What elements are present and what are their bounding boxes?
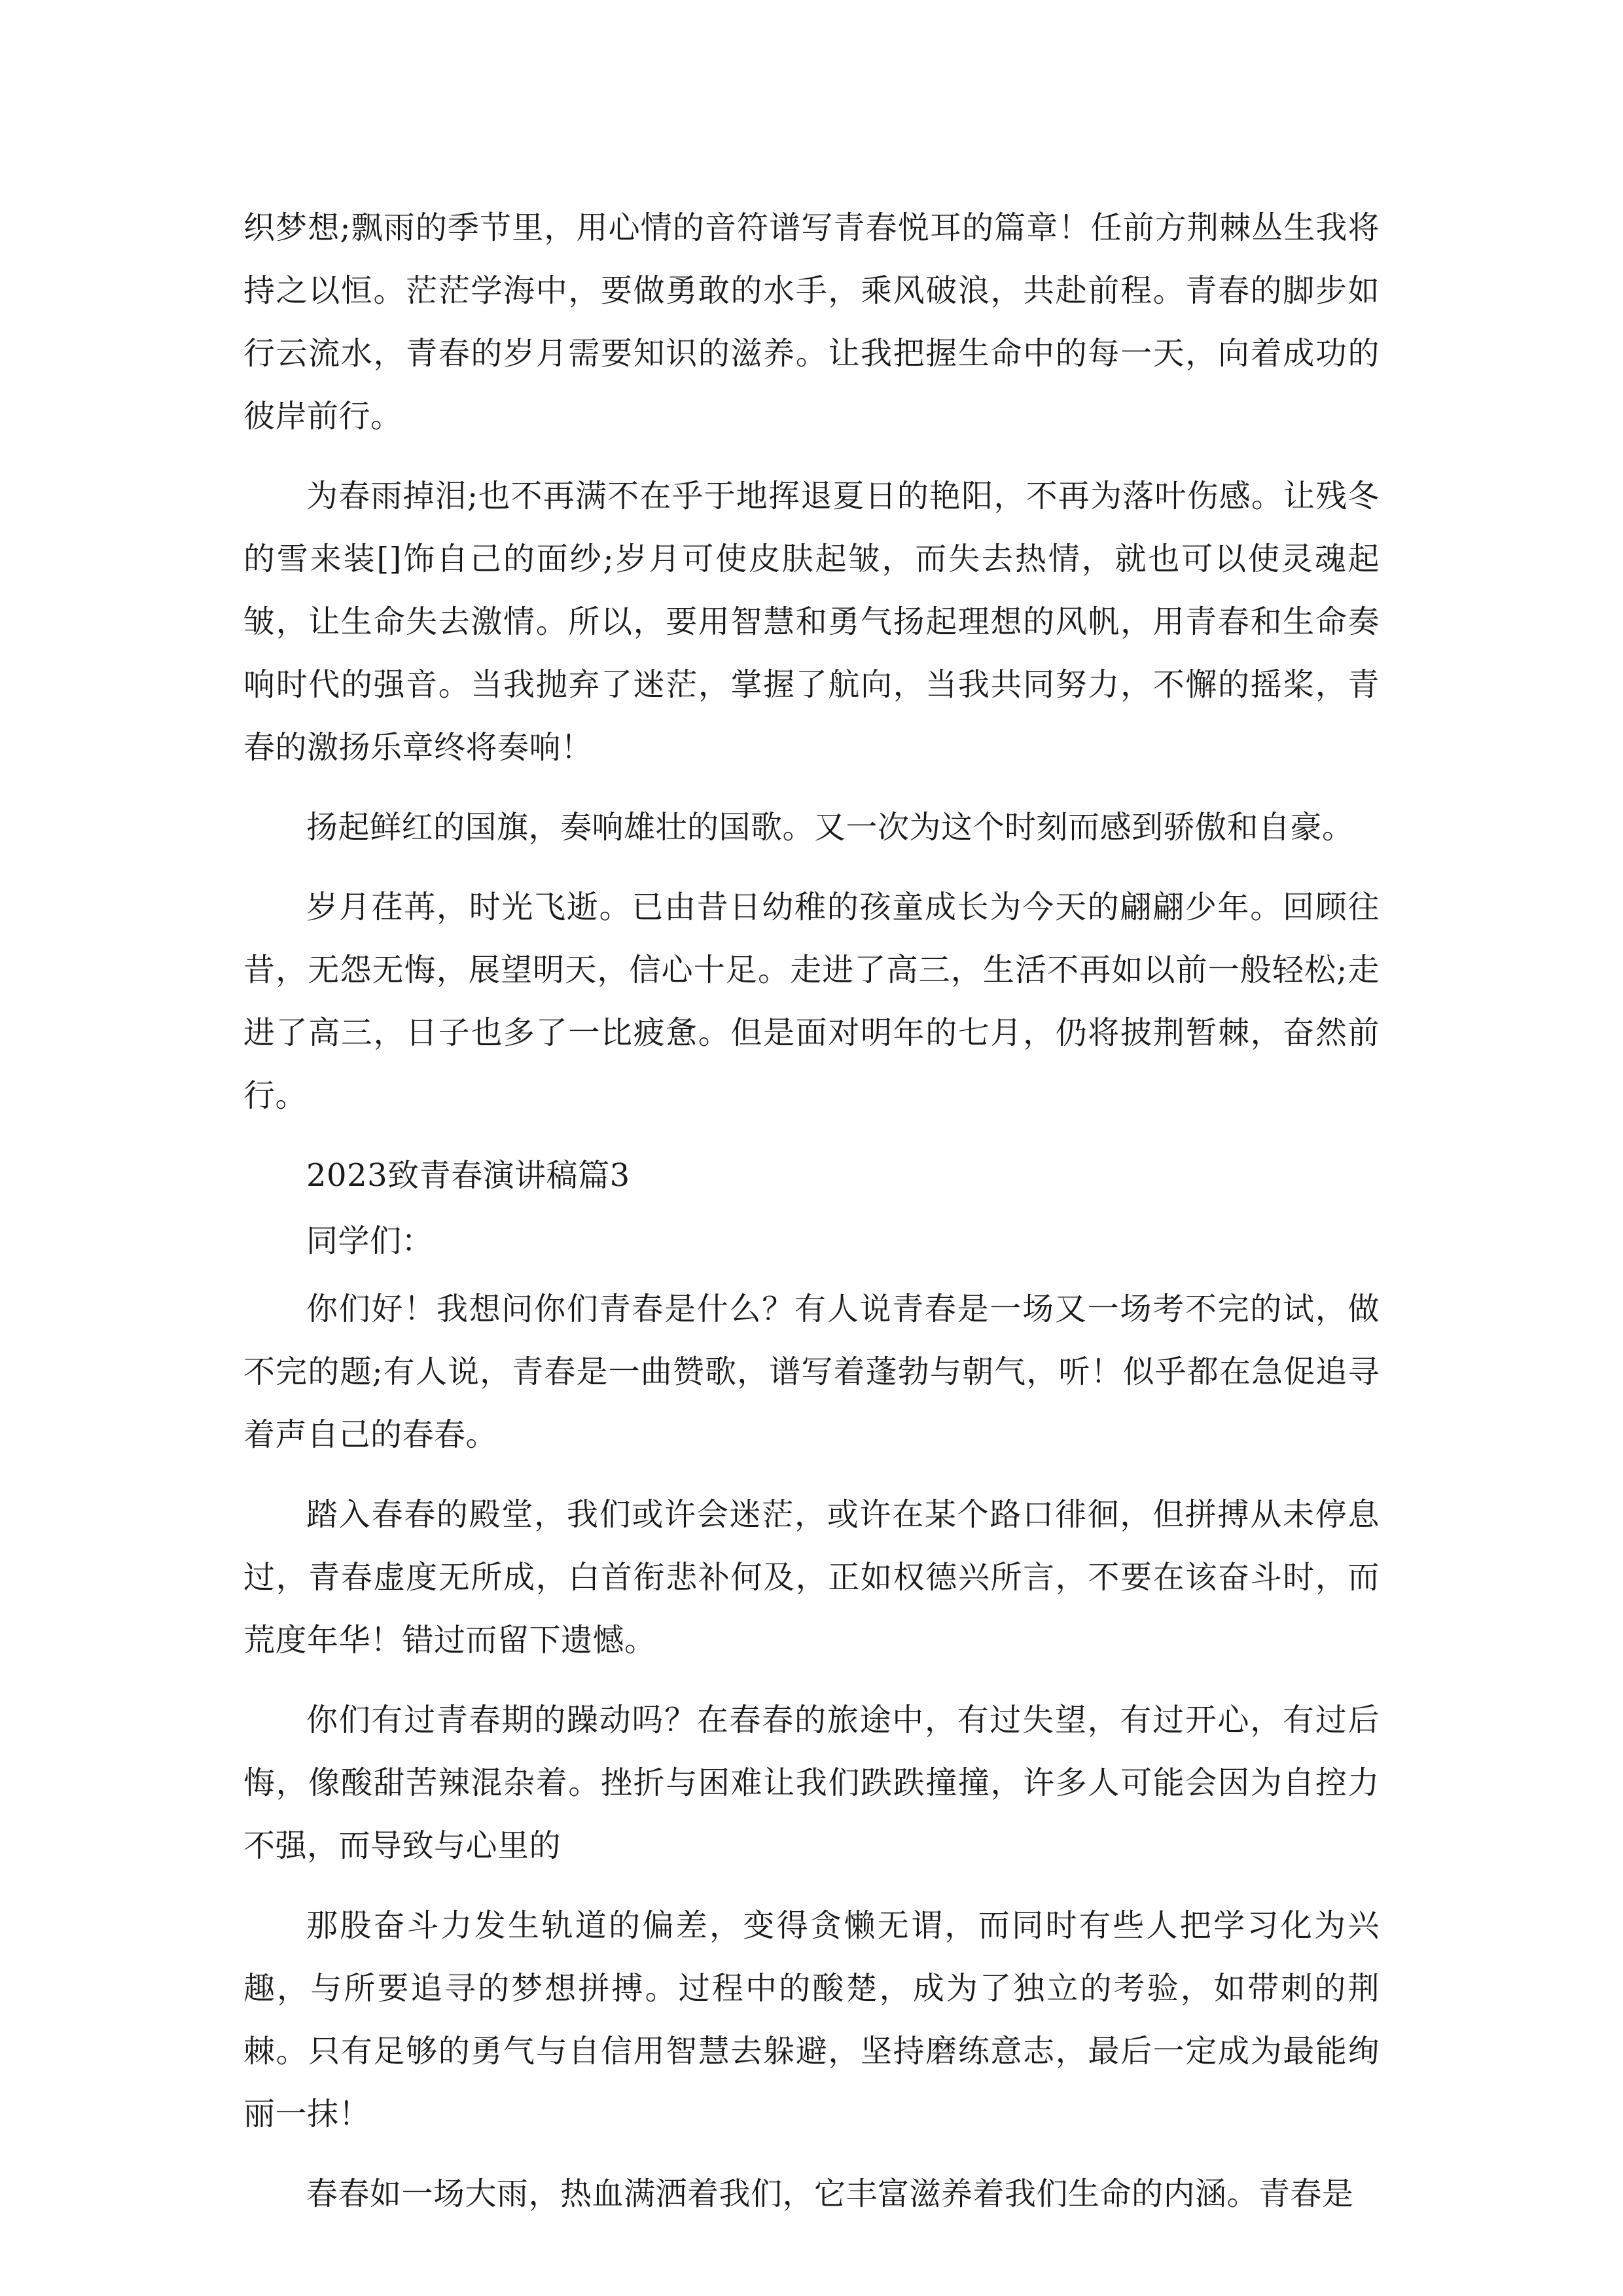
body-paragraph: 踏入春春的殿堂，我们或许会迷茫，或许在某个路口徘徊，但拼搏从未停息过，青春虚度无所成，白首衔悲补何及，正如权德兴所言，不要在该奋斗时，而荒度年华！错过而留下遗憾。 [243,1496,1380,1659]
body-paragraph: 扬起鲜红的国旗，奏响雄壮的国歌。又一次为这个时刻而感到骄傲和自豪。 [306,809,1354,846]
body-paragraph: 你们有过青春期的躁动吗？在春春的旅途中，有过失望，有过开心，有过后悔，像酸甜苦辣混杂着。挫折与困难让我们跌跌撞撞，许多人可能会因为自控力不强，而导致与心里的 [243,1702,1380,1864]
body-paragraph: 岁月荏苒，时光飞逝。已由昔日幼稚的孩童成长为今天的翩翩少年。回顾往昔，无怨无悔，展望明天，信心十足。走进了高三，生活不再如以前一般轻松;走进了高三，日子也多了一比疲惫。但是面对明年的七月，仍将披荆暂棘，奋然前行。 [243,889,1380,1114]
body-paragraph: 你们好！我想问你们青春是什么？有人说青春是一场又一场考不完的试，做不完的题;有人说，青春是一曲赞歌，谱写着蓬勃与朝气，听！似乎都在急促追寻着声自己的春春。 [243,1291,1380,1453]
body-paragraph: 为春雨掉泪;也不再满不在乎于地挥退夏日的艳阳，不再为落叶伤感。让残冬的雪来装[]饰自己的面纱;岁月可使皮肤起皱，而失去热情，就也可以使灵魂起皱，让生命失去激情。所以，要用智慧和勇气扬起理想的风帆，用青春和生命奏响时代的强音。当我抛弃了迷茫，掌握了航向，当我共同努力，不懈的摇桨，青春的激扬乐章终将奏响！ [243,478,1380,766]
section-heading: 2023致青春演讲稿篇3 [306,1157,630,1194]
body-paragraph: 春春如一场大雨，热血满洒着我们，它丰富滋养着我们生命的内涵。青春是 [306,2176,1354,2212]
document-page [243,196,1380,2242]
body-paragraph: 那股奋斗力发生轨道的偏差，变得贪懒无谓，而同时有些人把学习化为兴趣，与所要追寻的梦想拼搏。过程中的酸楚，成为了独立的考验，如带刺的荆棘。只有足够的勇气与自信用智慧去躲避，坚持磨练意志，最后一定成为最能绚丽一抹！ [243,1907,1380,2132]
body-paragraph: 织梦想;飘雨的季节里，用心情的音符谱写青春悦耳的篇章！任前方荆棘丛生我将持之以恒。茫茫学海中，要做勇敢的水手，乘风破浪，共赴前程。青春的脚步如行云流水，青春的岁月需要知识的滋养。让我把握生命中的每一天，向着成功的彼岸前行。 [243,209,1380,435]
salutation: 同学们： [306,1223,434,1259]
